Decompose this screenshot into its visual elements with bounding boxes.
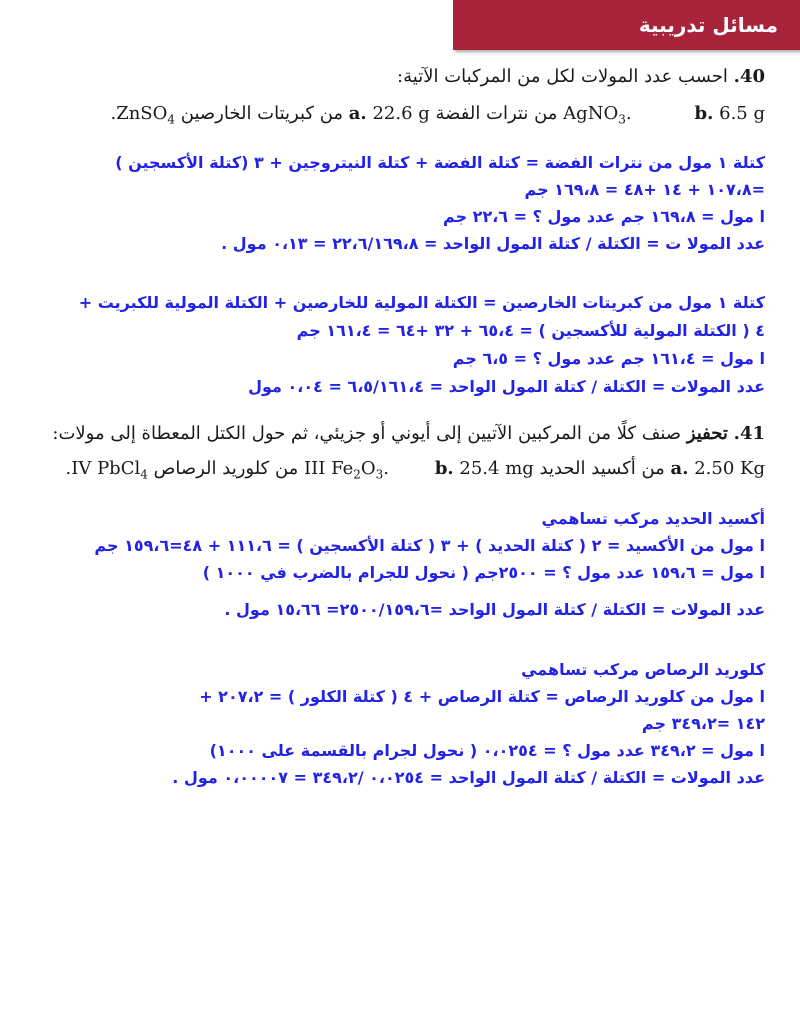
part-b-text: 25.4 mg من كلوريد الرصاص IV PbCl$_4$. xyxy=(65,458,534,482)
question-41-parts xyxy=(10,458,765,482)
answer-41a-line-4: عدد المولات = الكتلة / كتلة المول الواحد =٢٥٠٠/١٥٩،٦= ١٥،٦٦ مول . xyxy=(224,600,765,619)
question-41 xyxy=(10,423,765,444)
question-text: احسب عدد المولات لكل من المركبات الآتية: xyxy=(397,66,728,87)
question-number: 40. xyxy=(733,66,765,87)
answer-40a-line-2: =١٠٧،٨ + ١٤ +٤٨ = ١٦٩،٨ جم xyxy=(524,180,765,199)
part-a-label: a. xyxy=(348,103,367,124)
question-40 xyxy=(10,66,765,87)
answer-41a-line-1: أكسيد الحديد مركب تساهمي xyxy=(541,509,765,528)
part-b-label: b. xyxy=(694,103,714,124)
answer-41b-line-1: كلوريد الرصاص مركب تساهمي xyxy=(521,660,765,679)
section-header-banner xyxy=(453,0,800,50)
part-b-text: 6.5 g من كبريتات الخارصين ZnSO$_4$. xyxy=(110,103,765,127)
answer-40a-line-3: ا مول = ١٦٩،٨ جم عدد مول ؟ = ٢٢،٦ جم xyxy=(443,207,765,226)
question-number: 41. xyxy=(733,423,765,444)
answer-40b-line-3: ا مول = ١٦١،٤ جم عدد مول ؟ = ٦،٥ جم xyxy=(452,349,765,368)
answer-41a-line-3: ا مول = ١٥٩،٦ عدد مول ؟ = ٢٥٠٠جم ( نحول للجرام بالضرب في ١٠٠٠ ) xyxy=(202,563,765,582)
part-a-label: a. xyxy=(670,458,689,479)
answer-41b-line-5: عدد المولات = الكتلة / كتلة المول الواحد = ٠،٠٢٥٤ /٣٤٩،٢ = ٠،٠٠٠٠٧ مول . xyxy=(172,768,765,787)
answer-41b-line-3: ١٤٢ =٣٤٩،٢ جم xyxy=(641,714,765,733)
part-b-label: b. xyxy=(434,458,454,479)
answer-41b-line-2: ا مول من كلوريد الرصاص = كتلة الرصاص + ٤ ( كتلة الكلور ) = ٢٠٧،٢ + xyxy=(199,687,765,706)
answer-40b-line-4: عدد المولات = الكتلة / كتلة المول الواحد = ٦،٥/١٦١،٤ = ٠،٠٤ مول xyxy=(248,377,765,396)
section-title: مسائل تدريبية xyxy=(638,13,778,37)
part-a-text: 22.6 g من نترات الفضة AgNO$_3$. xyxy=(372,103,632,127)
answer-40b-line-2: ٤ ( الكتلة المولية للأكسجين ) = ٦٥،٤ + ٣٢ +٦٤ = ١٦١،٤ جم xyxy=(296,321,765,340)
question-text: صنف كلًا من المركبين الآتيين إلى أيوني أو جزيئي، ثم حول الكتل المعطاة إلى مولات: xyxy=(52,423,682,444)
question-tag: تحفيز xyxy=(686,423,728,444)
answer-41b-line-4: ا مول = ٣٤٩،٢ عدد مول ؟ = ٠،٠٢٥٤ ( نحول لجرام بالقسمة على ١٠٠٠) xyxy=(209,741,765,760)
answer-40a-line-1: كتلة ١ مول من نترات الفضة = كتلة الفضة + كتلة النيتروجين + ٣ (كتلة الأكسجين ) xyxy=(115,153,765,172)
answer-41a-line-2: ا مول من الأكسيد = ٢ ( كتلة الحديد ) + ٣ ( كتلة الأكسجين ) = ١١١،٦ + ٤٨=١٥٩،٦ جم xyxy=(94,536,765,555)
answer-40a-line-4: عدد المولا ت = الكتلة / كتلة المول الواحد = ٢٢،٦/١٦٩،٨ = ٠،١٣ مول . xyxy=(221,234,765,253)
question-40-parts xyxy=(10,103,765,127)
part-a-text: 2.50 Kg من أكسيد الحديد III $Fe_2O_3$. xyxy=(304,458,765,482)
answer-40b-line-1: كتلة ١ مول من كبريتات الخارصين = الكتلة المولية للخارصين + الكتلة المولية للكبريت + xyxy=(78,293,765,312)
